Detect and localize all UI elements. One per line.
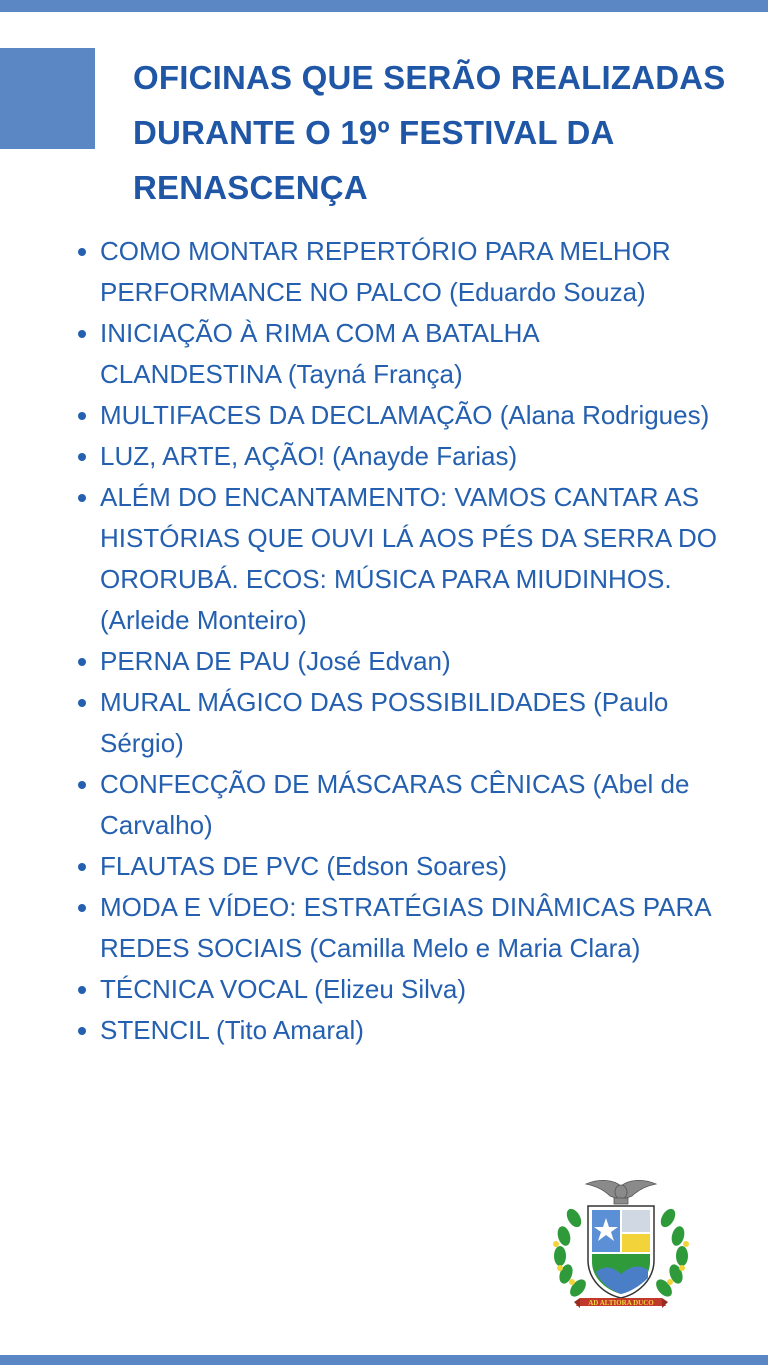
municipal-coat-of-arms-icon — [544, 1178, 698, 1318]
list-item: CONFECÇÃO DE MÁSCARAS CÊNICAS (Abel de Carvalho) — [100, 764, 720, 846]
list-item: MURAL MÁGICO DAS POSSIBILIDADES (Paulo Sérgio) — [100, 682, 720, 764]
list-item: TÉCNICA VOCAL (Elizeu Silva) — [100, 969, 720, 1010]
list-item: INICIAÇÃO À RIMA COM A BATALHA CLANDESTINA (Tayná França) — [100, 313, 720, 395]
bottom-border — [0, 1355, 768, 1365]
list-item: FLAUTAS DE PVC (Edson Soares) — [100, 846, 720, 887]
accent-block — [0, 48, 95, 149]
page-title: OFICINAS QUE SERÃO REALIZADAS DURANTE O 19º FESTIVAL DA RENASCENÇA — [133, 59, 726, 206]
list-item: LUZ, ARTE, AÇÃO! (Anayde Farias) — [100, 436, 720, 477]
list-item: COMO MONTAR REPERTÓRIO PARA MELHOR PERFORMANCE NO PALCO (Eduardo Souza) — [100, 231, 720, 313]
list-item: MULTIFACES DA DECLAMAÇÃO (Alana Rodrigues) — [100, 395, 720, 436]
top-border — [0, 0, 768, 12]
list-item: STENCIL (Tito Amaral) — [100, 1010, 720, 1051]
workshop-list — [100, 231, 720, 1051]
list-item: MODA E VÍDEO: ESTRATÉGIAS DINÂMICAS PARA REDES SOCIAIS (Camilla Melo e Maria Clara) — [100, 887, 720, 969]
svg-text:AD ALTIORA DUCO: AD ALTIORA DUCO — [588, 1299, 654, 1307]
list-item: PERNA DE PAU (José Edvan) — [100, 641, 720, 682]
list-item: ALÉM DO ENCANTAMENTO: VAMOS CANTAR AS HISTÓRIAS QUE OUVI LÁ AOS PÉS DA SERRA DO ORORUBÁ. ECOS: MÚSICA PARA MIUDINHOS. (Arleide Monteiro) — [100, 477, 720, 641]
